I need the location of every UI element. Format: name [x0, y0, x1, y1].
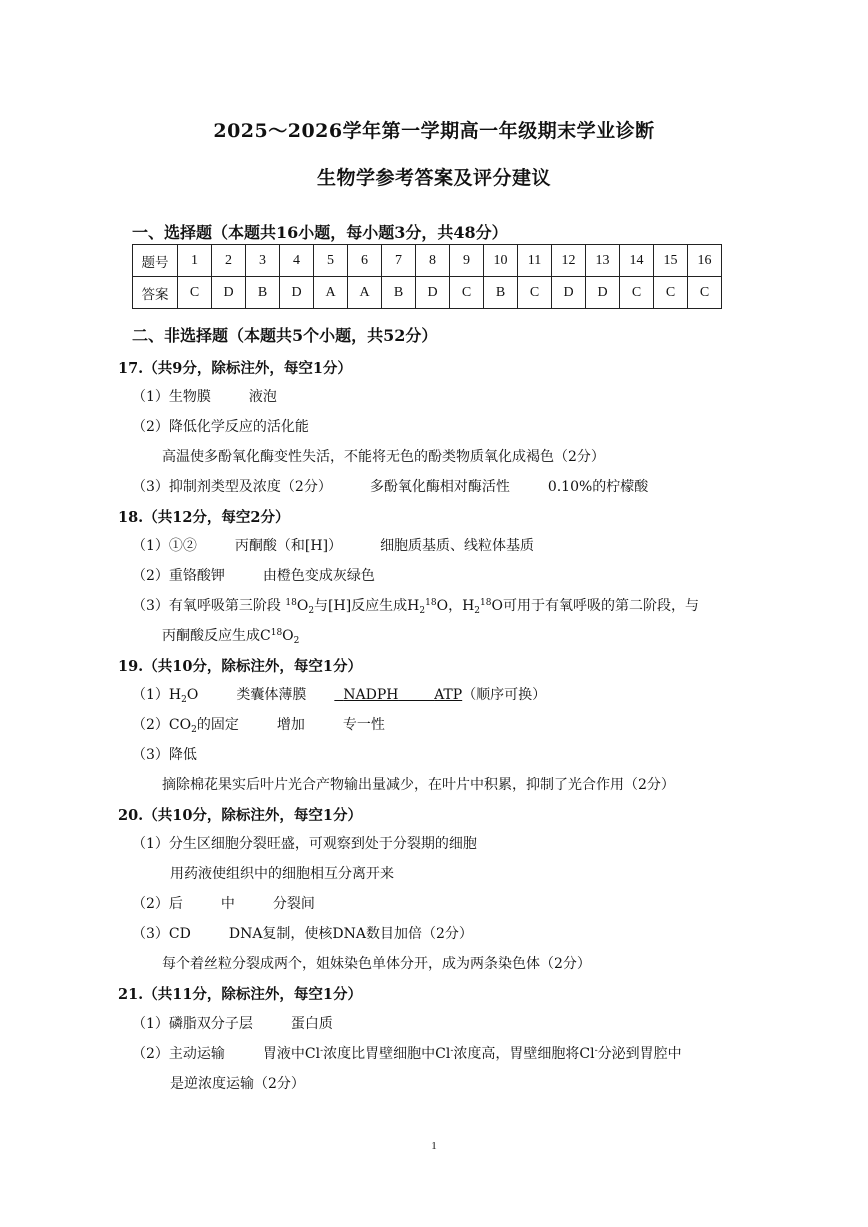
q18-part1	[132, 535, 534, 555]
chemical-symbol: O	[282, 628, 294, 644]
question-number: 2	[212, 245, 246, 277]
table-header-label: 题号	[133, 245, 178, 277]
answer-cell: C	[518, 277, 552, 309]
section-nonchoice-heading: 二、非选择题（本题共5个小题，共52分）	[132, 326, 438, 345]
answer-text: 丙酮酸（和[H]）	[234, 538, 343, 554]
answer-text: （2）重铬酸钾	[132, 568, 225, 584]
answer-text: 增加	[276, 717, 305, 733]
answer-cell: C	[688, 277, 722, 309]
question-number: 10	[484, 245, 518, 277]
answer-text: （1）磷脂双分子层	[132, 1016, 253, 1032]
chemical-symbol: O	[436, 598, 449, 614]
answer-text: 中	[220, 896, 235, 912]
question-number: 14	[620, 245, 654, 277]
answer-cell: C	[620, 277, 654, 309]
answer-text: 0.10%的柠檬酸	[547, 479, 649, 495]
q19-part3-explanation: 摘除棉花果实后叶片光合产物输出量减少，在叶片中积累，抑制了光合作用（2分）	[162, 777, 675, 793]
answer-text: NADPH	[343, 687, 399, 703]
isotope-superscript: 18	[425, 598, 437, 608]
q21-part2-continued: 是逆浓度运输（2分）	[170, 1076, 305, 1092]
answer-cell: D	[280, 277, 314, 309]
answer-cell: B	[246, 277, 280, 309]
isotope-superscript: 18	[285, 598, 297, 608]
answer-text: （2）CO	[132, 717, 192, 733]
question-number: 8	[416, 245, 450, 277]
answer-table-answer-row	[133, 277, 722, 309]
answer-text: 液泡	[248, 389, 277, 405]
subscript: 2	[474, 606, 481, 616]
document-title: 2025～2026学年第一学期高一年级期末学业诊断	[213, 120, 655, 142]
q21-heading: 21.（共11分，除标注外，每空1分）	[118, 986, 362, 1003]
answer-note: （顺序可换）	[462, 687, 547, 703]
answer-text: O可用于有氧呼吸的第二阶段，与	[491, 598, 699, 614]
answer-table-header-row	[133, 245, 722, 277]
q18-part3-continued	[162, 625, 299, 645]
charge-superscript: -	[320, 1046, 324, 1056]
answer-text: （1）①②	[132, 538, 197, 554]
answer-cell: A	[348, 277, 382, 309]
q20-heading: 20.（共10分，除标注外，每空1分）	[118, 807, 362, 824]
q17-part2: （2）降低化学反应的活化能	[132, 419, 309, 435]
q18-heading: 18.（共12分，每空2分）	[118, 509, 290, 526]
question-number: 1	[178, 245, 212, 277]
answer-cell: B	[382, 277, 416, 309]
answer-text: DNA复制，使核DNA数目加倍（2分）	[228, 926, 473, 942]
answer-cell: C	[450, 277, 484, 309]
answer-text: （1）H	[132, 687, 182, 703]
q20-part2	[132, 893, 315, 913]
page-number: 1	[431, 1140, 437, 1152]
q17-part2-explanation: 高温使多酚氧化酶变性失活，不能将无色的酚类物质氧化成褐色（2分）	[162, 449, 605, 465]
subscript: 2	[419, 606, 426, 616]
answer-text: 多酚氧化酶相对酶活性	[369, 479, 510, 495]
answer-text: （3）CD	[132, 926, 191, 942]
section-choice-heading: 一、选择题（本题共16小题，每小题3分，共48分）	[132, 223, 508, 242]
answer-text: 由橙色变成灰绿色	[262, 568, 375, 584]
question-number: 4	[280, 245, 314, 277]
answer-cell: D	[212, 277, 246, 309]
subscript: 2	[293, 636, 300, 646]
question-number: 7	[382, 245, 416, 277]
q19-part2: $(2)CO_2$的固定 增加 专一性	[132, 717, 385, 735]
q20-part1-continued: 用药液使组织中的细胞相互分离开来	[170, 866, 394, 882]
answer-text: O	[186, 687, 199, 703]
q21-part1	[132, 1013, 333, 1033]
answer-text: ATP	[434, 687, 463, 703]
answer-text: （3）有氧呼吸第三阶段	[132, 598, 281, 614]
subscript: 2	[308, 606, 315, 616]
answer-text: 浓度比胃壁细胞中Cl	[323, 1046, 451, 1062]
q17-part1	[132, 386, 277, 406]
answer-cell: A	[314, 277, 348, 309]
answer-text: （3）抑制剂类型及浓度（2分）	[132, 479, 332, 495]
answer-text: （2）主动运输	[132, 1046, 225, 1062]
answer-text: 的固定	[196, 717, 239, 733]
q21-part2	[132, 1043, 682, 1063]
answer-text: 与[H]反应生成H	[314, 598, 420, 614]
answer-text: 类囊体薄膜	[236, 687, 307, 703]
answer-text: 分泌到胃腔中	[597, 1046, 682, 1062]
charge-superscript: -	[594, 1046, 598, 1056]
answer-cell: B	[484, 277, 518, 309]
answer-cell: D	[586, 277, 620, 309]
answer-cell: C	[654, 277, 688, 309]
answer-table	[132, 244, 722, 309]
question-number: 15	[654, 245, 688, 277]
answer-text: 细胞质基质、线粒体基质	[380, 538, 535, 554]
table-answer-label: 答案	[133, 277, 178, 309]
underlined-answer	[334, 687, 462, 703]
answer-cell: D	[552, 277, 586, 309]
answer-text: 专一性	[342, 717, 385, 733]
chemical-symbol: O	[296, 598, 309, 614]
q18-part2	[132, 565, 375, 585]
q19-heading: 19.（共10分，除标注外，每空1分）	[118, 658, 362, 675]
question-number: 9	[450, 245, 484, 277]
q17-part3	[132, 476, 648, 496]
q17-heading: 17.（共9分，除标注外，每空1分）	[118, 360, 352, 377]
question-number: 5	[314, 245, 348, 277]
q20-part3-explanation: 每个着丝粒分裂成两个，姐妹染色单体分开，成为两条染色体（2分）	[162, 956, 591, 972]
question-number: 12	[552, 245, 586, 277]
answer-text: （2）后	[132, 896, 183, 912]
charge-superscript: -	[450, 1046, 454, 1056]
q18-part3: （3）有氧呼吸第三阶段 $^{18}O_2$与[H]反应生成$H_2^{18}O$，$H_2^{18}O$可用于有氧呼吸的第二阶段，与	[132, 598, 699, 616]
q20-part3	[132, 923, 473, 943]
answer-text: 分裂间	[272, 896, 315, 912]
question-number: 3	[246, 245, 280, 277]
answer-cell: D	[416, 277, 450, 309]
q19-part3: （3）降低	[132, 747, 197, 763]
question-number: 11	[518, 245, 552, 277]
answer-text: 蛋白质	[290, 1016, 333, 1032]
isotope-superscript: 18	[480, 598, 492, 608]
answer-text: （1）生物膜	[132, 389, 211, 405]
question-number: 16	[688, 245, 722, 277]
q20-part1: （1）分生区细胞分裂旺盛，可观察到处于分裂期的细胞	[132, 836, 477, 852]
document-subtitle: 生物学参考答案及评分建议	[316, 167, 551, 189]
question-number: 6	[348, 245, 382, 277]
answer-text: 胃液中Cl	[262, 1046, 321, 1062]
q19-part1: $(1)H_2O$ 类囊体薄膜 NADPH ATP（顺序可换）	[132, 687, 547, 705]
isotope-superscript: 18	[270, 628, 283, 638]
question-number: 13	[586, 245, 620, 277]
answer-cell: C	[178, 277, 212, 309]
answer-text: 浓度高，胃壁细胞将Cl	[453, 1046, 595, 1062]
answer-text: 丙酮酸反应生成C	[162, 628, 271, 644]
